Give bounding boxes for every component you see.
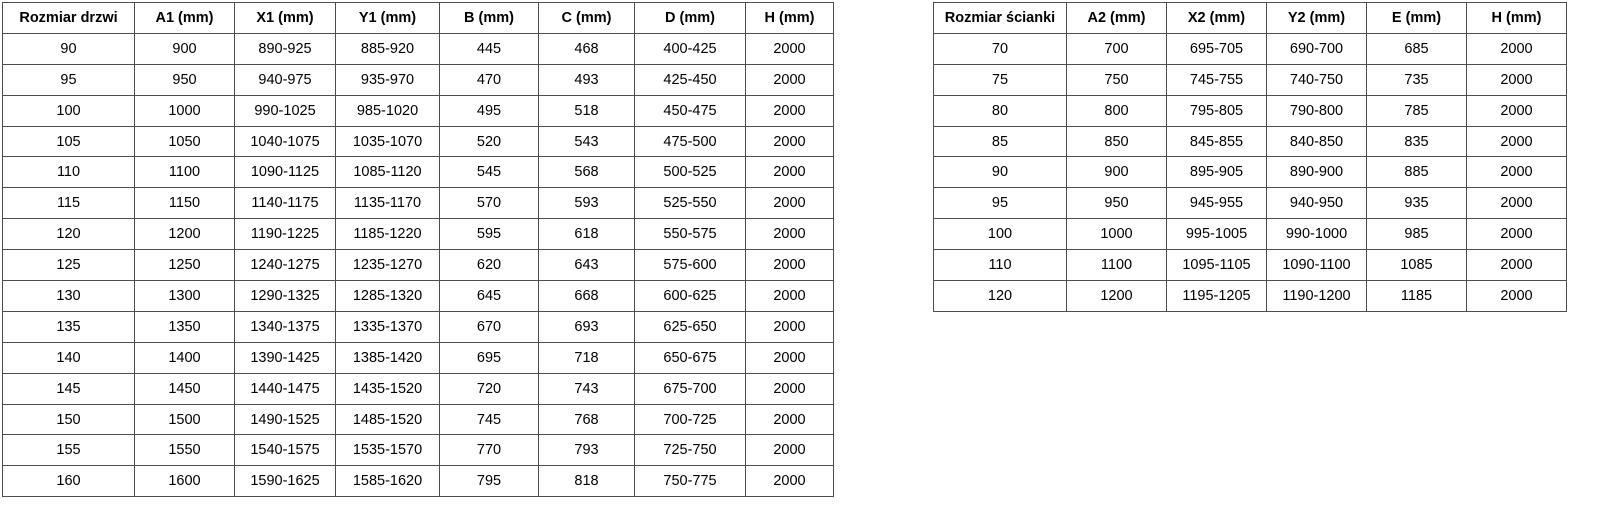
table-cell: 650-675 bbox=[635, 342, 746, 373]
table-cell: 1385-1420 bbox=[336, 342, 440, 373]
table-cell: 155 bbox=[3, 435, 135, 466]
table-cell: 770 bbox=[440, 435, 539, 466]
table-cell: 450-475 bbox=[635, 95, 746, 126]
table-cell: 940-950 bbox=[1267, 188, 1367, 219]
table-cell: 80 bbox=[934, 95, 1067, 126]
column-header: Rozmiar ścianki bbox=[934, 3, 1067, 34]
table-cell: 890-900 bbox=[1267, 157, 1367, 188]
table-cell: 425-450 bbox=[635, 64, 746, 95]
column-header: D (mm) bbox=[635, 3, 746, 34]
table-cell: 110 bbox=[3, 157, 135, 188]
table-cell: 670 bbox=[440, 311, 539, 342]
table-cell: 1400 bbox=[135, 342, 235, 373]
table-cell: 1200 bbox=[135, 219, 235, 250]
table-cell: 120 bbox=[3, 219, 135, 250]
table-cell: 125 bbox=[3, 250, 135, 281]
table-cell: 2000 bbox=[746, 126, 834, 157]
table-cell: 115 bbox=[3, 188, 135, 219]
table-cell: 740-750 bbox=[1267, 64, 1367, 95]
table-cell: 790-800 bbox=[1267, 95, 1367, 126]
table-cell: 70 bbox=[934, 33, 1067, 64]
table-cell: 885-920 bbox=[336, 33, 440, 64]
table-cell: 445 bbox=[440, 33, 539, 64]
table-cell: 500-525 bbox=[635, 157, 746, 188]
table-row bbox=[934, 281, 1567, 312]
table-cell: 990-1025 bbox=[235, 95, 336, 126]
table-cell: 1050 bbox=[135, 126, 235, 157]
table-cell: 685 bbox=[1367, 33, 1467, 64]
table-cell: 645 bbox=[440, 281, 539, 312]
table-cell: 1085-1120 bbox=[336, 157, 440, 188]
table-cell: 693 bbox=[539, 311, 635, 342]
table-cell: 520 bbox=[440, 126, 539, 157]
table-cell: 1535-1570 bbox=[336, 435, 440, 466]
table-cell: 2000 bbox=[1467, 126, 1567, 157]
table-row bbox=[934, 250, 1567, 281]
table-cell: 795-805 bbox=[1167, 95, 1267, 126]
table-cell: 745 bbox=[440, 404, 539, 435]
table-cell: 1185 bbox=[1367, 281, 1467, 312]
table-row bbox=[3, 281, 834, 312]
table-cell: 100 bbox=[3, 95, 135, 126]
door-size-table bbox=[2, 2, 834, 497]
column-header: X1 (mm) bbox=[235, 3, 336, 34]
table-cell: 700-725 bbox=[635, 404, 746, 435]
table-cell: 1190-1200 bbox=[1267, 281, 1367, 312]
table-cell: 90 bbox=[3, 33, 135, 64]
table-cell: 2000 bbox=[746, 281, 834, 312]
table-cell: 2000 bbox=[746, 373, 834, 404]
table-cell: 795 bbox=[440, 466, 539, 497]
table-cell: 1035-1070 bbox=[336, 126, 440, 157]
table-cell: 1490-1525 bbox=[235, 404, 336, 435]
table-cell: 2000 bbox=[1467, 219, 1567, 250]
table-cell: 695-705 bbox=[1167, 33, 1267, 64]
table-cell: 725-750 bbox=[635, 435, 746, 466]
table-cell: 935-970 bbox=[336, 64, 440, 95]
column-header: Rozmiar drzwi bbox=[3, 3, 135, 34]
wall-size-table bbox=[933, 2, 1567, 312]
table-cell: 900 bbox=[135, 33, 235, 64]
table-cell: 85 bbox=[934, 126, 1067, 157]
table-cell: 140 bbox=[3, 342, 135, 373]
table-cell: 718 bbox=[539, 342, 635, 373]
table-cell: 2000 bbox=[746, 188, 834, 219]
table-cell: 543 bbox=[539, 126, 635, 157]
table-row bbox=[3, 435, 834, 466]
table-cell: 95 bbox=[934, 188, 1067, 219]
table-cell: 600-625 bbox=[635, 281, 746, 312]
table-cell: 845-855 bbox=[1167, 126, 1267, 157]
table-cell: 150 bbox=[3, 404, 135, 435]
table-cell: 990-1000 bbox=[1267, 219, 1367, 250]
table-cell: 743 bbox=[539, 373, 635, 404]
table-cell: 475-500 bbox=[635, 126, 746, 157]
table-cell: 768 bbox=[539, 404, 635, 435]
table-cell: 985 bbox=[1367, 219, 1467, 250]
table-cell: 818 bbox=[539, 466, 635, 497]
table-cell: 1095-1105 bbox=[1167, 250, 1267, 281]
table-cell: 1150 bbox=[135, 188, 235, 219]
table-cell: 950 bbox=[1067, 188, 1167, 219]
table-cell: 95 bbox=[3, 64, 135, 95]
table-row bbox=[3, 250, 834, 281]
table-row bbox=[934, 95, 1567, 126]
table-cell: 2000 bbox=[746, 311, 834, 342]
table-cell: 145 bbox=[3, 373, 135, 404]
table-cell: 2000 bbox=[1467, 157, 1567, 188]
table-cell: 130 bbox=[3, 281, 135, 312]
table-row bbox=[3, 404, 834, 435]
table-cell: 575-600 bbox=[635, 250, 746, 281]
table-cell: 618 bbox=[539, 219, 635, 250]
table-row bbox=[3, 126, 834, 157]
table-cell: 100 bbox=[934, 219, 1067, 250]
table-cell: 135 bbox=[3, 311, 135, 342]
table-cell: 1000 bbox=[135, 95, 235, 126]
table-cell: 1300 bbox=[135, 281, 235, 312]
table-cell: 2000 bbox=[1467, 188, 1567, 219]
table-cell: 2000 bbox=[746, 219, 834, 250]
table-cell: 985-1020 bbox=[336, 95, 440, 126]
table-cell: 495 bbox=[440, 95, 539, 126]
table-row bbox=[3, 64, 834, 95]
table-cell: 1340-1375 bbox=[235, 311, 336, 342]
table-cell: 1435-1520 bbox=[336, 373, 440, 404]
table-cell: 2000 bbox=[746, 250, 834, 281]
table-cell: 750-775 bbox=[635, 466, 746, 497]
table-cell: 695 bbox=[440, 342, 539, 373]
column-header: H (mm) bbox=[1467, 3, 1567, 34]
table-cell: 750 bbox=[1067, 64, 1167, 95]
table-row bbox=[3, 311, 834, 342]
table-cell: 1250 bbox=[135, 250, 235, 281]
table-cell: 1290-1325 bbox=[235, 281, 336, 312]
table-cell: 1240-1275 bbox=[235, 250, 336, 281]
table-cell: 620 bbox=[440, 250, 539, 281]
table-cell: 2000 bbox=[746, 95, 834, 126]
table-cell: 2000 bbox=[1467, 95, 1567, 126]
table-cell: 400-425 bbox=[635, 33, 746, 64]
table-cell: 2000 bbox=[1467, 64, 1567, 95]
column-header: E (mm) bbox=[1367, 3, 1467, 34]
table-cell: 1550 bbox=[135, 435, 235, 466]
column-header: H (mm) bbox=[746, 3, 834, 34]
table-cell: 850 bbox=[1067, 126, 1167, 157]
column-header: Y1 (mm) bbox=[336, 3, 440, 34]
table-cell: 2000 bbox=[746, 157, 834, 188]
table-cell: 720 bbox=[440, 373, 539, 404]
table-cell: 1100 bbox=[135, 157, 235, 188]
table-cell: 1195-1205 bbox=[1167, 281, 1267, 312]
table-cell: 735 bbox=[1367, 64, 1467, 95]
table-cell: 940-975 bbox=[235, 64, 336, 95]
table-cell: 525-550 bbox=[635, 188, 746, 219]
column-header: X2 (mm) bbox=[1167, 3, 1267, 34]
table-cell: 545 bbox=[440, 157, 539, 188]
table-cell: 1440-1475 bbox=[235, 373, 336, 404]
table-cell: 1450 bbox=[135, 373, 235, 404]
table-row bbox=[3, 342, 834, 373]
table-row bbox=[934, 33, 1567, 64]
table-cell: 840-850 bbox=[1267, 126, 1367, 157]
table-cell: 1040-1075 bbox=[235, 126, 336, 157]
column-header: C (mm) bbox=[539, 3, 635, 34]
table-cell: 2000 bbox=[746, 404, 834, 435]
table-cell: 1540-1575 bbox=[235, 435, 336, 466]
table-cell: 885 bbox=[1367, 157, 1467, 188]
table-cell: 1485-1520 bbox=[336, 404, 440, 435]
table-cell: 550-575 bbox=[635, 219, 746, 250]
table-cell: 1390-1425 bbox=[235, 342, 336, 373]
table-row bbox=[934, 157, 1567, 188]
column-header: A1 (mm) bbox=[135, 3, 235, 34]
table-cell: 120 bbox=[934, 281, 1067, 312]
table-cell: 1500 bbox=[135, 404, 235, 435]
table-cell: 2000 bbox=[746, 33, 834, 64]
table-cell: 1000 bbox=[1067, 219, 1167, 250]
table-cell: 1585-1620 bbox=[336, 466, 440, 497]
table-cell: 1140-1175 bbox=[235, 188, 336, 219]
table-cell: 835 bbox=[1367, 126, 1467, 157]
table-cell: 2000 bbox=[746, 64, 834, 95]
table-cell: 700 bbox=[1067, 33, 1167, 64]
table-cell: 493 bbox=[539, 64, 635, 95]
table-cell: 1335-1370 bbox=[336, 311, 440, 342]
table-row bbox=[3, 188, 834, 219]
header-row bbox=[934, 3, 1567, 34]
table-cell: 1285-1320 bbox=[336, 281, 440, 312]
table-row bbox=[3, 373, 834, 404]
table-cell: 1090-1100 bbox=[1267, 250, 1367, 281]
table-cell: 2000 bbox=[1467, 281, 1567, 312]
table-row bbox=[934, 126, 1567, 157]
table-cell: 518 bbox=[539, 95, 635, 126]
table-cell: 2000 bbox=[746, 435, 834, 466]
table-cell: 1235-1270 bbox=[336, 250, 440, 281]
table-cell: 950 bbox=[135, 64, 235, 95]
table-row bbox=[3, 33, 834, 64]
table-cell: 105 bbox=[3, 126, 135, 157]
table-cell: 1190-1225 bbox=[235, 219, 336, 250]
table-cell: 625-650 bbox=[635, 311, 746, 342]
header-row bbox=[3, 3, 834, 34]
table-cell: 800 bbox=[1067, 95, 1167, 126]
table-cell: 935 bbox=[1367, 188, 1467, 219]
column-header: B (mm) bbox=[440, 3, 539, 34]
column-header: Y2 (mm) bbox=[1267, 3, 1367, 34]
table-cell: 1085 bbox=[1367, 250, 1467, 281]
table-cell: 690-700 bbox=[1267, 33, 1367, 64]
table-cell: 1350 bbox=[135, 311, 235, 342]
table-row bbox=[3, 466, 834, 497]
table-cell: 468 bbox=[539, 33, 635, 64]
table-cell: 470 bbox=[440, 64, 539, 95]
table-cell: 570 bbox=[440, 188, 539, 219]
table-row bbox=[934, 188, 1567, 219]
table-cell: 110 bbox=[934, 250, 1067, 281]
table-cell: 895-905 bbox=[1167, 157, 1267, 188]
table-cell: 793 bbox=[539, 435, 635, 466]
table-cell: 1590-1625 bbox=[235, 466, 336, 497]
table-cell: 995-1005 bbox=[1167, 219, 1267, 250]
table-cell: 1600 bbox=[135, 466, 235, 497]
table-cell: 945-955 bbox=[1167, 188, 1267, 219]
column-header: A2 (mm) bbox=[1067, 3, 1167, 34]
table-cell: 2000 bbox=[1467, 250, 1567, 281]
table-cell: 75 bbox=[934, 64, 1067, 95]
table-cell: 675-700 bbox=[635, 373, 746, 404]
table-cell: 2000 bbox=[746, 466, 834, 497]
table-cell: 160 bbox=[3, 466, 135, 497]
table-row bbox=[3, 95, 834, 126]
table-row bbox=[3, 157, 834, 188]
table-cell: 2000 bbox=[1467, 33, 1567, 64]
table-row bbox=[934, 219, 1567, 250]
table-cell: 568 bbox=[539, 157, 635, 188]
table-cell: 890-925 bbox=[235, 33, 336, 64]
table-cell: 2000 bbox=[746, 342, 834, 373]
table-cell: 745-755 bbox=[1167, 64, 1267, 95]
table-cell: 595 bbox=[440, 219, 539, 250]
table-row bbox=[3, 219, 834, 250]
table-cell: 1100 bbox=[1067, 250, 1167, 281]
table-cell: 785 bbox=[1367, 95, 1467, 126]
table-cell: 1185-1220 bbox=[336, 219, 440, 250]
table-cell: 900 bbox=[1067, 157, 1167, 188]
table-cell: 1200 bbox=[1067, 281, 1167, 312]
table-cell: 593 bbox=[539, 188, 635, 219]
table-cell: 90 bbox=[934, 157, 1067, 188]
table-cell: 668 bbox=[539, 281, 635, 312]
table-row bbox=[934, 64, 1567, 95]
table-cell: 1090-1125 bbox=[235, 157, 336, 188]
table-cell: 1135-1170 bbox=[336, 188, 440, 219]
table-cell: 643 bbox=[539, 250, 635, 281]
